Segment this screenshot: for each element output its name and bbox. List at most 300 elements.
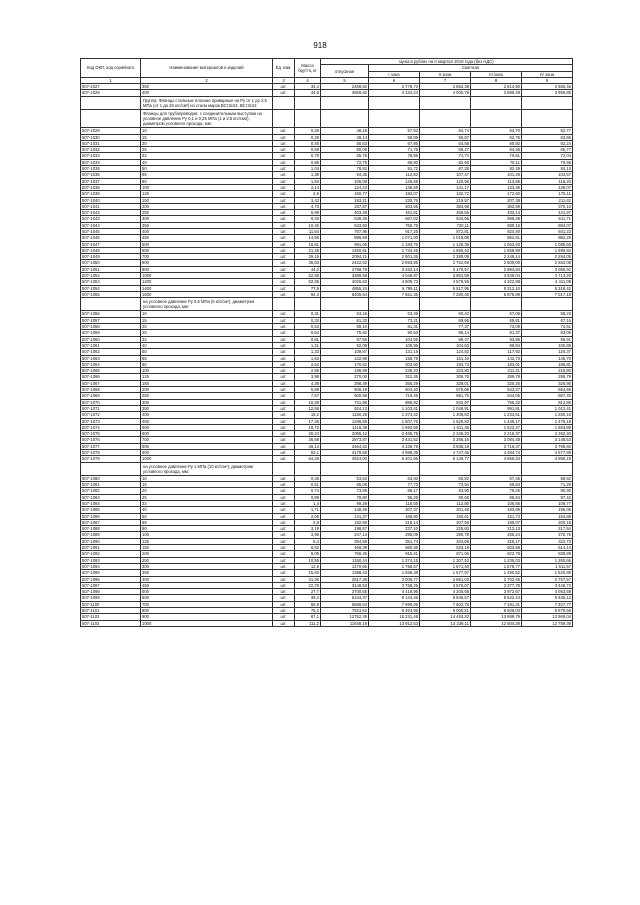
table-row (81, 620, 573, 626)
row-zone1-price: 1 071,00 (369, 235, 420, 241)
row-diameter: 300 (141, 563, 273, 569)
row-mass: 0,31 (295, 311, 321, 317)
row-zone1-price: 207,37 (369, 507, 420, 513)
row-code: 507-1099 (81, 595, 141, 601)
row-diameter: 250 (141, 393, 273, 399)
group-title-empty-cell (420, 109, 471, 127)
row-diameter: 200 (141, 551, 273, 557)
row-zone1-price: 2 893,85 (369, 260, 420, 266)
row-zone2-price: 3 852,59 (420, 273, 471, 279)
row-unit: шт. (273, 412, 295, 418)
col-zone1-header: I зона (369, 71, 420, 77)
row-zone1-price: 2 465,75 (369, 431, 420, 437)
page-number: 918 (313, 41, 327, 50)
row-mass: 10,55 (295, 557, 321, 563)
row-zone3-price: 320,25 (471, 380, 522, 386)
row-diameter: 1400 (141, 285, 273, 291)
row-diameter: 10 (141, 128, 273, 134)
row-diameter: 125 (141, 191, 273, 197)
row-release-price: 170,52 (321, 361, 369, 367)
row-zone2-price: 1 650,43 (420, 247, 471, 253)
row-zone4-price: 196,06 (522, 507, 573, 513)
row-zone2-price: 9 005,21 (420, 608, 471, 614)
row-mass: 2,85 (295, 368, 321, 374)
row-zone2-price: 87,28 (420, 166, 471, 172)
row-zone3-price: 85,64 (471, 494, 522, 500)
group-title-empty-cell (295, 298, 321, 311)
col-number: 7 (420, 77, 471, 83)
row-zone2-price: 124,82 (420, 349, 471, 355)
row-code: 507-1045 (81, 229, 141, 235)
row-mass: 1,04 (295, 166, 321, 172)
row-code: 507-1044 (81, 222, 141, 228)
row-zone2-price: 201,46 (420, 507, 471, 513)
row-release-price: 148,49 (321, 507, 369, 513)
row-unit: шт. (273, 324, 295, 330)
row-unit: шт. (273, 418, 295, 424)
row-zone4-price: 3 148,53 (522, 437, 573, 443)
row-zone1-price: 1 103,41 (369, 405, 420, 411)
row-diameter: 150 (141, 545, 273, 551)
col-zone4-header: IV зона (522, 71, 573, 77)
row-diameter: 15 (141, 482, 273, 488)
group-title-empty-cell (522, 298, 573, 311)
row-code: 507-1059 (81, 330, 141, 336)
row-zone3-price: 79,25 (471, 488, 522, 494)
row-unit: шт. (273, 311, 295, 317)
row-zone2-price: 160,61 (420, 513, 471, 519)
row-diameter: 600 (141, 247, 273, 253)
row-zone1-price: 403,55 (369, 203, 420, 209)
row-release-price: 87,55 (321, 336, 369, 342)
row-release-price: 2456,92 (321, 84, 369, 90)
row-zone3-price: 80,92 (471, 140, 522, 146)
row-mass: 2,8 (295, 519, 321, 525)
row-unit: шт. (273, 349, 295, 355)
row-release-price: 1450,91 (321, 247, 369, 253)
row-zone3-price: 81,37 (471, 330, 522, 336)
row-diameter: 900 (141, 614, 273, 620)
row-unit: шт. (273, 576, 295, 582)
row-mass: 46,14 (295, 443, 321, 449)
row-zone4-price: 1 611,57 (522, 563, 573, 569)
row-release-price: 247,14 (321, 532, 369, 538)
row-mass: 1,33 (295, 349, 321, 355)
row-code: 507-1046 (81, 235, 141, 241)
row-release-price: 2789,78 (321, 266, 369, 272)
row-zone1-price: 71,75 (369, 147, 420, 153)
row-zone3-price: 78,11 (471, 159, 522, 165)
row-mass: 34,4 (295, 84, 321, 90)
row-zone2-price: 1 019,08 (420, 235, 471, 241)
group-title-row (81, 96, 573, 109)
row-unit: шт. (273, 456, 295, 462)
row-zone3-price: 57,46 (471, 475, 522, 481)
row-unit: шт. (273, 519, 295, 525)
row-zone1-price: 81,31 (369, 324, 420, 330)
row-unit: шт. (273, 563, 295, 569)
row-code: 507-1061 (81, 342, 141, 348)
row-release-price: 6689,64 (321, 601, 369, 607)
row-release-price: 896,69 (321, 235, 369, 241)
row-release-price: 4855,24 (321, 285, 369, 291)
row-zone4-price: 839,89 (522, 551, 573, 557)
row-zone3-price: 433,14 (471, 210, 522, 216)
row-unit: шт. (273, 582, 295, 588)
row-mass: 4,73 (295, 203, 321, 209)
row-zone3-price: 4 484,74 (471, 449, 522, 455)
row-zone3-price: 183,01 (471, 361, 522, 367)
group-title-empty-cell (81, 96, 141, 109)
row-mass: 0,29 (295, 134, 321, 140)
row-diameter: 350 (141, 570, 273, 576)
row-mass: 2,14 (295, 184, 321, 190)
row-zone3-price: 65,81 (471, 317, 522, 323)
row-unit: шт. (273, 355, 295, 361)
row-zone3-price: 796,32 (471, 399, 522, 405)
row-code: 507-1065 (81, 368, 141, 374)
row-zone3-price: 1 063,93 (471, 241, 522, 247)
row-zone4-price: 1 085,65 (522, 241, 573, 247)
row-release-price: 741,95 (321, 399, 369, 405)
row-code: 507-1070 (81, 399, 141, 405)
row-code: 507-1066 (81, 374, 141, 380)
row-zone3-price: 543,27 (471, 387, 522, 393)
row-release-price: 182,59 (321, 519, 369, 525)
row-unit: шт. (273, 172, 295, 178)
row-zone2-price: 334,69 (420, 538, 471, 544)
col-zone2-header: II зона (420, 71, 471, 77)
col-release-header: отпускная (321, 65, 369, 78)
row-unit: шт. (273, 273, 295, 279)
row-unit: шт. (273, 387, 295, 393)
row-release-price: 72,75 (321, 159, 369, 165)
row-zone1-price: 104,55 (369, 336, 420, 342)
row-code: 507-1074 (81, 424, 141, 430)
row-mass: 4,39 (295, 380, 321, 386)
row-zone4-price: 58,23 (522, 311, 573, 317)
row-unit: шт. (273, 551, 295, 557)
row-code: 507-1027 (81, 84, 141, 90)
row-unit: шт. (273, 431, 295, 437)
row-zone3-price: 824,40 (471, 229, 522, 235)
row-release-price: 4524,00 (321, 456, 369, 462)
row-zone2-price: 1 611,45 (420, 424, 471, 430)
row-unit: шт. (273, 247, 295, 253)
row-unit: шт. (273, 235, 295, 241)
row-mass: 6,99 (295, 210, 321, 216)
row-zone2-price: 871,06 (420, 551, 471, 557)
row-diameter: 700 (141, 437, 273, 443)
group-title: на условное давление Ру 0,6 МПа (6 кгс/см²), диаметром условного прохода, мм: (141, 298, 273, 311)
row-zone4-price: 4 053,59 (522, 589, 573, 595)
row-zone2-price: 207,56 (420, 519, 471, 525)
row-zone4-price: 4 577,89 (522, 449, 573, 455)
row-code: 507-1087 (81, 519, 141, 525)
row-zone4-price: 74,61 (522, 324, 573, 330)
group-title-empty-cell (522, 109, 573, 127)
row-diameter: 800 (141, 260, 273, 266)
group-title-empty-cell (273, 462, 295, 475)
row-zone1-price: 1 658,38 (369, 570, 420, 576)
row-mass: 62,36 (295, 279, 321, 285)
row-zone1-price: 667,02 (369, 216, 420, 222)
row-zone1-price: 9 463,95 (369, 608, 420, 614)
row-release-price: 294,59 (321, 538, 369, 544)
row-code: 507-1096 (81, 576, 141, 582)
row-zone3-price: 1 234,51 (471, 412, 522, 418)
row-zone4-price: 211,62 (522, 197, 573, 203)
row-zone4-price: 52,77 (522, 128, 573, 134)
row-diameter: 500 (141, 241, 273, 247)
row-diameter: 100 (141, 532, 273, 538)
row-zone2-price: 90,66 (420, 494, 471, 500)
row-zone2-price: 2 861,03 (420, 576, 471, 582)
row-zone3-price: 991,81 (471, 405, 522, 411)
row-code: 507-1100 (81, 601, 141, 607)
group-title-empty-cell (522, 96, 573, 109)
row-zone2-price: 4 747,45 (420, 449, 471, 455)
row-zone1-price: 295,09 (369, 532, 420, 538)
row-mass: 0,45 (295, 140, 321, 146)
row-code: 507-1041 (81, 203, 141, 209)
row-zone1-price: 4 419,96 (369, 589, 420, 595)
row-zone4-price: 79,68 (522, 159, 573, 165)
row-zone4-price: 1 520,88 (522, 570, 573, 576)
row-zone4-price: 3 959,85 (522, 90, 573, 96)
row-release-price: 4178,58 (321, 449, 369, 455)
row-diameter: 800 (141, 443, 273, 449)
row-mass: 87,1 (295, 614, 321, 620)
row-zone2-price: 141,17 (420, 184, 471, 190)
row-diameter: 32 (141, 336, 273, 342)
row-zone3-price: 101,49 (471, 172, 522, 178)
row-zone1-price: 78,56 (369, 153, 420, 159)
row-unit: шт. (273, 222, 295, 228)
row-code: 507-1089 (81, 532, 141, 538)
row-code: 507-1069 (81, 393, 141, 399)
row-zone2-price: 1 126,39 (420, 241, 471, 247)
row-diameter: 400 (141, 90, 273, 96)
row-release-price: 65,08 (321, 482, 369, 488)
row-zone2-price: 7 602,78 (420, 601, 471, 607)
row-release-price: 924,13 (321, 405, 369, 411)
row-zone1-price: 192,07 (369, 191, 420, 197)
row-release-price: 99,29 (321, 500, 369, 506)
row-zone1-price: 112,82 (369, 172, 420, 178)
row-unit: шт. (273, 197, 295, 203)
row-zone1-price: 6 144,46 (369, 595, 420, 601)
row-mass: 17,25 (295, 418, 321, 424)
row-zone2-price: 73,94 (420, 482, 471, 488)
row-unit: шт. (273, 399, 295, 405)
row-zone4-price: 1 553,89 (522, 424, 573, 430)
row-code: 507-1077 (81, 443, 141, 449)
row-zone2-price: 60,43 (420, 311, 471, 317)
row-diameter: 40 (141, 159, 273, 165)
row-zone3-price: 265,24 (471, 532, 522, 538)
row-unit: шт. (273, 210, 295, 216)
row-release-price: 92,09 (321, 342, 369, 348)
row-unit: шт. (273, 482, 295, 488)
row-zone1-price: 218,14 (369, 519, 420, 525)
row-release-price: 193,21 (321, 197, 369, 203)
row-unit: шт. (273, 526, 295, 532)
group-title-empty-cell (295, 109, 321, 127)
row-zone4-price: 4 956,19 (522, 456, 573, 462)
row-zone1-price: 90,53 (369, 330, 420, 336)
row-mass: 0,81 (295, 336, 321, 342)
row-diameter: 600 (141, 431, 273, 437)
row-zone1-price: 1 607,76 (369, 418, 420, 424)
row-zone3-price: 1 522,27 (471, 424, 522, 430)
row-unit: шт. (273, 488, 295, 494)
row-release-price: 633,60 (321, 222, 369, 228)
row-zone1-price: 322,35 (369, 374, 420, 380)
row-release-price: 73,85 (321, 488, 369, 494)
row-mass: 14,56 (295, 235, 321, 241)
col-price-header: Цена в рублях на II квартал 2018 года (без НДС) (321, 59, 573, 65)
row-zone3-price: 2 600,00 (471, 260, 522, 266)
row-mass: 16,61 (295, 241, 321, 247)
row-diameter: 125 (141, 538, 273, 544)
row-zone3-price: 193,69 (471, 507, 522, 513)
row-mass: 1,64 (295, 178, 321, 184)
row-zone4-price: 5 635,12 (522, 595, 573, 601)
row-unit: шт. (273, 191, 295, 197)
row-mass: 3,98 (295, 374, 321, 380)
row-mass: 44,2 (295, 266, 321, 272)
row-zone1-price: 158,79 (369, 355, 420, 361)
row-code: 507-1037 (81, 178, 141, 184)
row-zone4-price: 67,16 (522, 317, 573, 323)
row-zone2-price: 458,55 (420, 210, 471, 216)
row-zone3-price: 12 504,26 (471, 620, 522, 626)
row-mass: 5,4 (295, 538, 321, 544)
row-zone3-price: 680,16 (471, 222, 522, 228)
row-zone1-price: 1 374,15 (369, 557, 420, 563)
row-zone2-price: 4 005,78 (420, 90, 471, 96)
row-zone3-price: 3 972,67 (471, 589, 522, 595)
row-zone2-price: 1 671,40 (420, 563, 471, 569)
row-zone1-price: 58,89 (369, 134, 420, 140)
row-mass: 12,9 (295, 563, 321, 569)
row-unit: шт. (273, 279, 295, 285)
group-title-empty-cell (81, 298, 141, 311)
row-unit: шт. (273, 166, 295, 172)
row-zone4-price: 116,20 (522, 178, 573, 184)
row-release-price: 298,39 (321, 380, 369, 386)
group-title-empty-cell (321, 96, 369, 109)
row-zone2-price: 339,01 (420, 380, 471, 386)
row-unit: шт. (273, 260, 295, 266)
row-zone1-price: 7 651,35 (369, 291, 420, 297)
row-zone2-price: 1 529,82 (420, 418, 471, 424)
row-unit: шт. (273, 291, 295, 297)
row-zone3-price: 172,60 (471, 191, 522, 197)
row-zone1-price: 1 183,76 (369, 241, 420, 247)
row-diameter: 80 (141, 526, 273, 532)
group-title: Группа: Фланцы стальные плоские приварные на Ру от 1 до 2,5 МПа (от 1 до 25 кгс/см²) из стали марок ВСт3сп2, ВСт3сп3 (141, 96, 273, 109)
row-zone3-price: 1 578,77 (471, 563, 522, 569)
row-zone1-price: 756,78 (369, 222, 420, 228)
row-diameter: 1000 (141, 273, 273, 279)
row-diameter: 15 (141, 134, 273, 140)
row-zone3-price: 4 322,88 (471, 279, 522, 285)
row-zone4-price: 72,04 (522, 153, 573, 159)
row-release-price: 4026,83 (321, 279, 369, 285)
row-zone3-price: 3 084,48 (471, 437, 522, 443)
row-release-price: 1150,26 (321, 412, 369, 418)
row-zone3-price: 4 855,34 (471, 456, 522, 462)
group-title-empty-cell (273, 298, 295, 311)
row-zone4-price: 841,23 (522, 229, 573, 235)
row-zone3-price: 196,07 (471, 519, 522, 525)
row-release-price: 506,19 (321, 387, 369, 393)
group-title-empty-cell (420, 298, 471, 311)
row-code: 507-1033 (81, 153, 141, 159)
row-diameter: 1000 (141, 620, 273, 626)
row-diameter: 25 (141, 147, 273, 153)
row-zone1-price: 604,40 (369, 387, 420, 393)
row-unit: шт. (273, 405, 295, 411)
row-zone1-price: 481,81 (369, 210, 420, 216)
row-zone3-price: 13 689,79 (471, 614, 522, 620)
row-diameter: 500 (141, 589, 273, 595)
group-title-empty-cell (273, 109, 295, 127)
row-release-price: 76,82 (321, 166, 369, 172)
row-code: 507-1081 (81, 482, 141, 488)
row-zone2-price: 64,58 (420, 140, 471, 146)
row-release-price: 600,58 (321, 393, 369, 399)
row-mass: 3,96 (295, 532, 321, 538)
row-release-price: 79,80 (321, 494, 369, 500)
row-code: 507-1056 (81, 311, 141, 317)
row-unit: шт. (273, 532, 295, 538)
row-code: 507-1078 (81, 449, 141, 455)
row-diameter: 40 (141, 507, 273, 513)
group-title: на условное давление Ру 1 МПа (10 кгс/см²), диаметром условного прохода, мм: (141, 462, 273, 475)
row-mass: 1,63 (295, 355, 321, 361)
row-zone3-price: 3 718,37 (471, 443, 522, 449)
row-code: 507-1094 (81, 563, 141, 569)
row-zone2-price: 55,87 (420, 134, 471, 140)
row-mass: 2,6 (295, 191, 321, 197)
row-zone2-price: 182,72 (420, 191, 471, 197)
row-zone4-price: 58,62 (522, 475, 573, 481)
row-zone4-price: 2 653,08 (522, 260, 573, 266)
row-diameter: 50 (141, 513, 273, 519)
group-title-empty-cell (273, 96, 295, 109)
row-diameter: 700 (141, 254, 273, 260)
row-diameter: 80 (141, 361, 273, 367)
row-zone2-price: 151,10 (420, 355, 471, 361)
row-zone4-price: 7 017,19 (522, 291, 573, 297)
row-code: 507-1040 (81, 197, 141, 203)
row-zone4-price: 12 759,39 (522, 620, 573, 626)
row-zone4-price: 4 411,08 (522, 279, 573, 285)
row-diameter: 25 (141, 330, 273, 336)
row-zone4-price: 84,13 (522, 166, 573, 172)
row-diameter: 200 (141, 387, 273, 393)
row-code: 507-1030 (81, 134, 141, 140)
row-release-price: 106,09 (321, 178, 369, 184)
row-zone1-price: 3 006,77 (369, 576, 420, 582)
row-zone3-price: 106,56 (471, 500, 522, 506)
row-diameter: 400 (141, 412, 273, 418)
row-diameter: 250 (141, 557, 273, 563)
row-mass: 36,63 (295, 260, 321, 266)
